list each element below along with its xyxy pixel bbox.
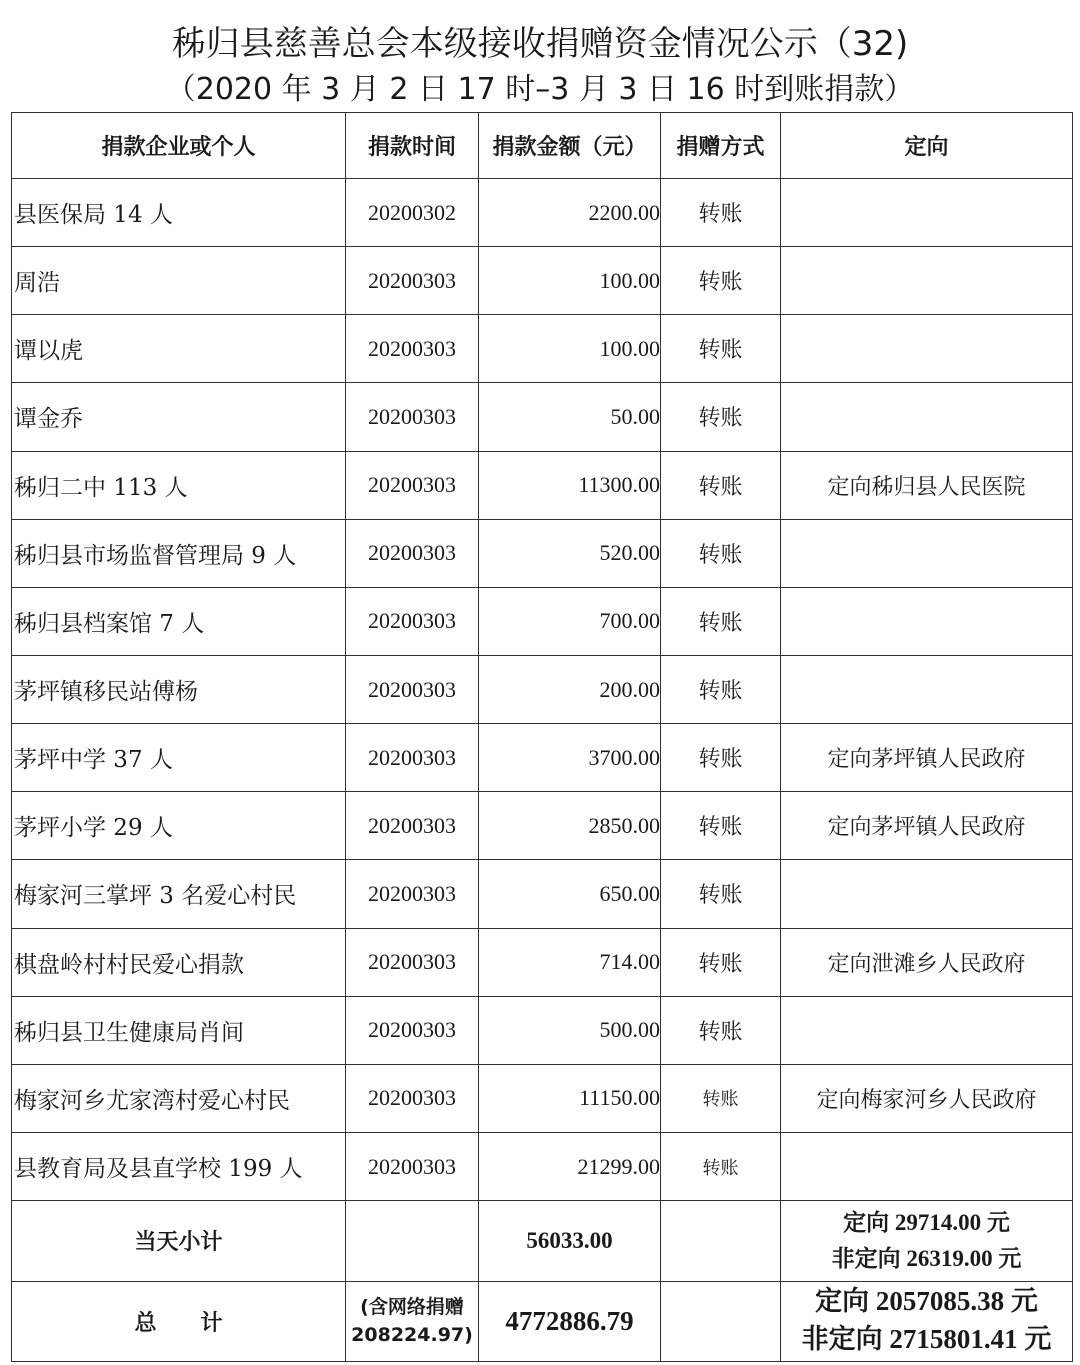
amount-cell: 11300.00 bbox=[479, 451, 661, 519]
destination-cell bbox=[781, 860, 1073, 928]
donor-name-cell: 谭金乔 bbox=[12, 383, 346, 451]
page-title: 秭归县慈善总会本级接收捐赠资金情况公示（32) bbox=[171, 24, 909, 64]
daily-subtotal-label: 当天小计 bbox=[12, 1201, 346, 1281]
amount-cell: 200.00 bbox=[479, 655, 661, 723]
destination-cell bbox=[781, 587, 1073, 655]
method-cell: 转账 bbox=[661, 179, 781, 247]
date-cell: 20200303 bbox=[346, 792, 479, 860]
date-cell: 20200303 bbox=[346, 383, 479, 451]
date-cell: 20200303 bbox=[346, 928, 479, 996]
donor-name-cell: 茅坪中学 37 人 bbox=[12, 724, 346, 792]
donation-table bbox=[11, 112, 1073, 1362]
donor-name-cell: 秭归县市场监督管理局 9 人 bbox=[12, 519, 346, 587]
daily-subtotal-row bbox=[12, 1201, 1073, 1281]
method-cell: 转账 bbox=[661, 928, 781, 996]
total-undirected: 非定向 2715801.41 元 bbox=[801, 1324, 1052, 1355]
method-cell: 转账 bbox=[661, 996, 781, 1064]
method-cell: 转账 bbox=[661, 860, 781, 928]
amount-cell: 21299.00 bbox=[479, 1132, 661, 1200]
date-cell: 20200303 bbox=[346, 724, 479, 792]
method-cell: 转账 bbox=[661, 315, 781, 383]
table-row bbox=[12, 451, 1073, 519]
donor-name-cell: 县医保局 14 人 bbox=[12, 179, 346, 247]
donor-name-cell: 茅坪镇移民站傅杨 bbox=[12, 655, 346, 723]
daily-subtotal-empty bbox=[346, 1201, 479, 1281]
method-cell: 转账 bbox=[661, 792, 781, 860]
method-cell: 转账 bbox=[661, 724, 781, 792]
table-row bbox=[12, 860, 1073, 928]
amount-cell: 700.00 bbox=[479, 587, 661, 655]
amount-cell: 100.00 bbox=[479, 247, 661, 315]
method-cell: 转账 bbox=[661, 247, 781, 315]
date-cell: 20200302 bbox=[346, 179, 479, 247]
method-cell: 转账 bbox=[661, 655, 781, 723]
amount-cell: 50.00 bbox=[479, 383, 661, 451]
header-destination: 定向 bbox=[781, 113, 1073, 179]
table-header-row bbox=[12, 113, 1073, 179]
daily-subtotal-breakdown bbox=[781, 1201, 1073, 1281]
amount-cell: 2200.00 bbox=[479, 179, 661, 247]
page-subtitle: （2020 年 3 月 2 日 17 时–3 月 3 日 16 时到账捐款） bbox=[165, 72, 915, 107]
table-row bbox=[12, 315, 1073, 383]
amount-cell: 714.00 bbox=[479, 928, 661, 996]
amount-cell: 3700.00 bbox=[479, 724, 661, 792]
destination-cell: 定向泄滩乡人民政府 bbox=[781, 928, 1073, 996]
grand-total-label: 总 计 bbox=[12, 1281, 346, 1361]
method-cell: 转账 bbox=[661, 587, 781, 655]
table-row bbox=[12, 792, 1073, 860]
header-amount: 捐款金额（元） bbox=[479, 113, 661, 179]
donor-name-cell: 棋盘岭村村民爱心捐款 bbox=[12, 928, 346, 996]
grand-total-empty bbox=[661, 1281, 781, 1361]
date-cell: 20200303 bbox=[346, 519, 479, 587]
method-cell: 转账 bbox=[661, 1064, 781, 1132]
amount-cell: 650.00 bbox=[479, 860, 661, 928]
date-cell: 20200303 bbox=[346, 996, 479, 1064]
donor-name-cell: 谭以虎 bbox=[12, 315, 346, 383]
date-cell: 20200303 bbox=[346, 860, 479, 928]
table-row bbox=[12, 587, 1073, 655]
donor-name-cell: 秭归二中 113 人 bbox=[12, 451, 346, 519]
method-cell: 转账 bbox=[661, 451, 781, 519]
date-cell: 20200303 bbox=[346, 1064, 479, 1132]
destination-cell: 定向秭归县人民医院 bbox=[781, 451, 1073, 519]
method-cell: 转账 bbox=[661, 1132, 781, 1200]
donor-name-cell: 秭归县档案馆 7 人 bbox=[12, 587, 346, 655]
method-cell: 转账 bbox=[661, 519, 781, 587]
date-cell: 20200303 bbox=[346, 451, 479, 519]
destination-cell: 定向梅家河乡人民政府 bbox=[781, 1064, 1073, 1132]
table-row bbox=[12, 928, 1073, 996]
grand-total-row bbox=[12, 1281, 1073, 1361]
destination-cell bbox=[781, 655, 1073, 723]
date-cell: 20200303 bbox=[346, 587, 479, 655]
table-row bbox=[12, 179, 1073, 247]
header-method: 捐赠方式 bbox=[661, 113, 781, 179]
header-date: 捐款时间 bbox=[346, 113, 479, 179]
donor-name-cell: 梅家河乡尤家湾村爱心村民 bbox=[12, 1064, 346, 1132]
daily-directed: 定向 29714.00 元 bbox=[843, 1209, 1010, 1235]
table-row bbox=[12, 1132, 1073, 1200]
table-row bbox=[12, 996, 1073, 1064]
table-row bbox=[12, 1064, 1073, 1132]
amount-cell: 11150.00 bbox=[479, 1064, 661, 1132]
destination-cell: 定向茅坪镇人民政府 bbox=[781, 792, 1073, 860]
daily-subtotal-amount: 56033.00 bbox=[479, 1201, 661, 1281]
donor-name-cell: 周浩 bbox=[12, 247, 346, 315]
table-row bbox=[12, 724, 1073, 792]
amount-cell: 100.00 bbox=[479, 315, 661, 383]
date-cell: 20200303 bbox=[346, 655, 479, 723]
date-cell: 20200303 bbox=[346, 315, 479, 383]
donor-name-cell: 梅家河三掌坪 3 名爱心村民 bbox=[12, 860, 346, 928]
total-directed: 定向 2057085.38 元 bbox=[815, 1286, 1038, 1317]
donor-name-cell: 县教育局及县直学校 199 人 bbox=[12, 1132, 346, 1200]
destination-cell bbox=[781, 315, 1073, 383]
grand-total-note: (含网络捐赠 208224.97) bbox=[346, 1281, 479, 1361]
date-cell: 20200303 bbox=[346, 1132, 479, 1200]
destination-cell bbox=[781, 247, 1073, 315]
destination-cell bbox=[781, 383, 1073, 451]
date-cell: 20200303 bbox=[346, 247, 479, 315]
table-row bbox=[12, 519, 1073, 587]
amount-cell: 500.00 bbox=[479, 996, 661, 1064]
destination-cell bbox=[781, 996, 1073, 1064]
header-donor: 捐款企业或个人 bbox=[12, 113, 346, 179]
destination-cell bbox=[781, 519, 1073, 587]
daily-undirected: 非定向 26319.00 元 bbox=[831, 1245, 1022, 1271]
table-row bbox=[12, 383, 1073, 451]
table-row bbox=[12, 655, 1073, 723]
donor-name-cell: 秭归县卫生健康局肖间 bbox=[12, 996, 346, 1064]
destination-cell bbox=[781, 1132, 1073, 1200]
destination-cell: 定向茅坪镇人民政府 bbox=[781, 724, 1073, 792]
grand-total-breakdown bbox=[781, 1281, 1073, 1361]
daily-subtotal-empty-2 bbox=[661, 1201, 781, 1281]
method-cell: 转账 bbox=[661, 383, 781, 451]
amount-cell: 520.00 bbox=[479, 519, 661, 587]
amount-cell: 2850.00 bbox=[479, 792, 661, 860]
grand-total-amount: 4772886.79 bbox=[479, 1281, 661, 1361]
donor-name-cell: 茅坪小学 29 人 bbox=[12, 792, 346, 860]
table-row bbox=[12, 247, 1073, 315]
destination-cell bbox=[781, 179, 1073, 247]
